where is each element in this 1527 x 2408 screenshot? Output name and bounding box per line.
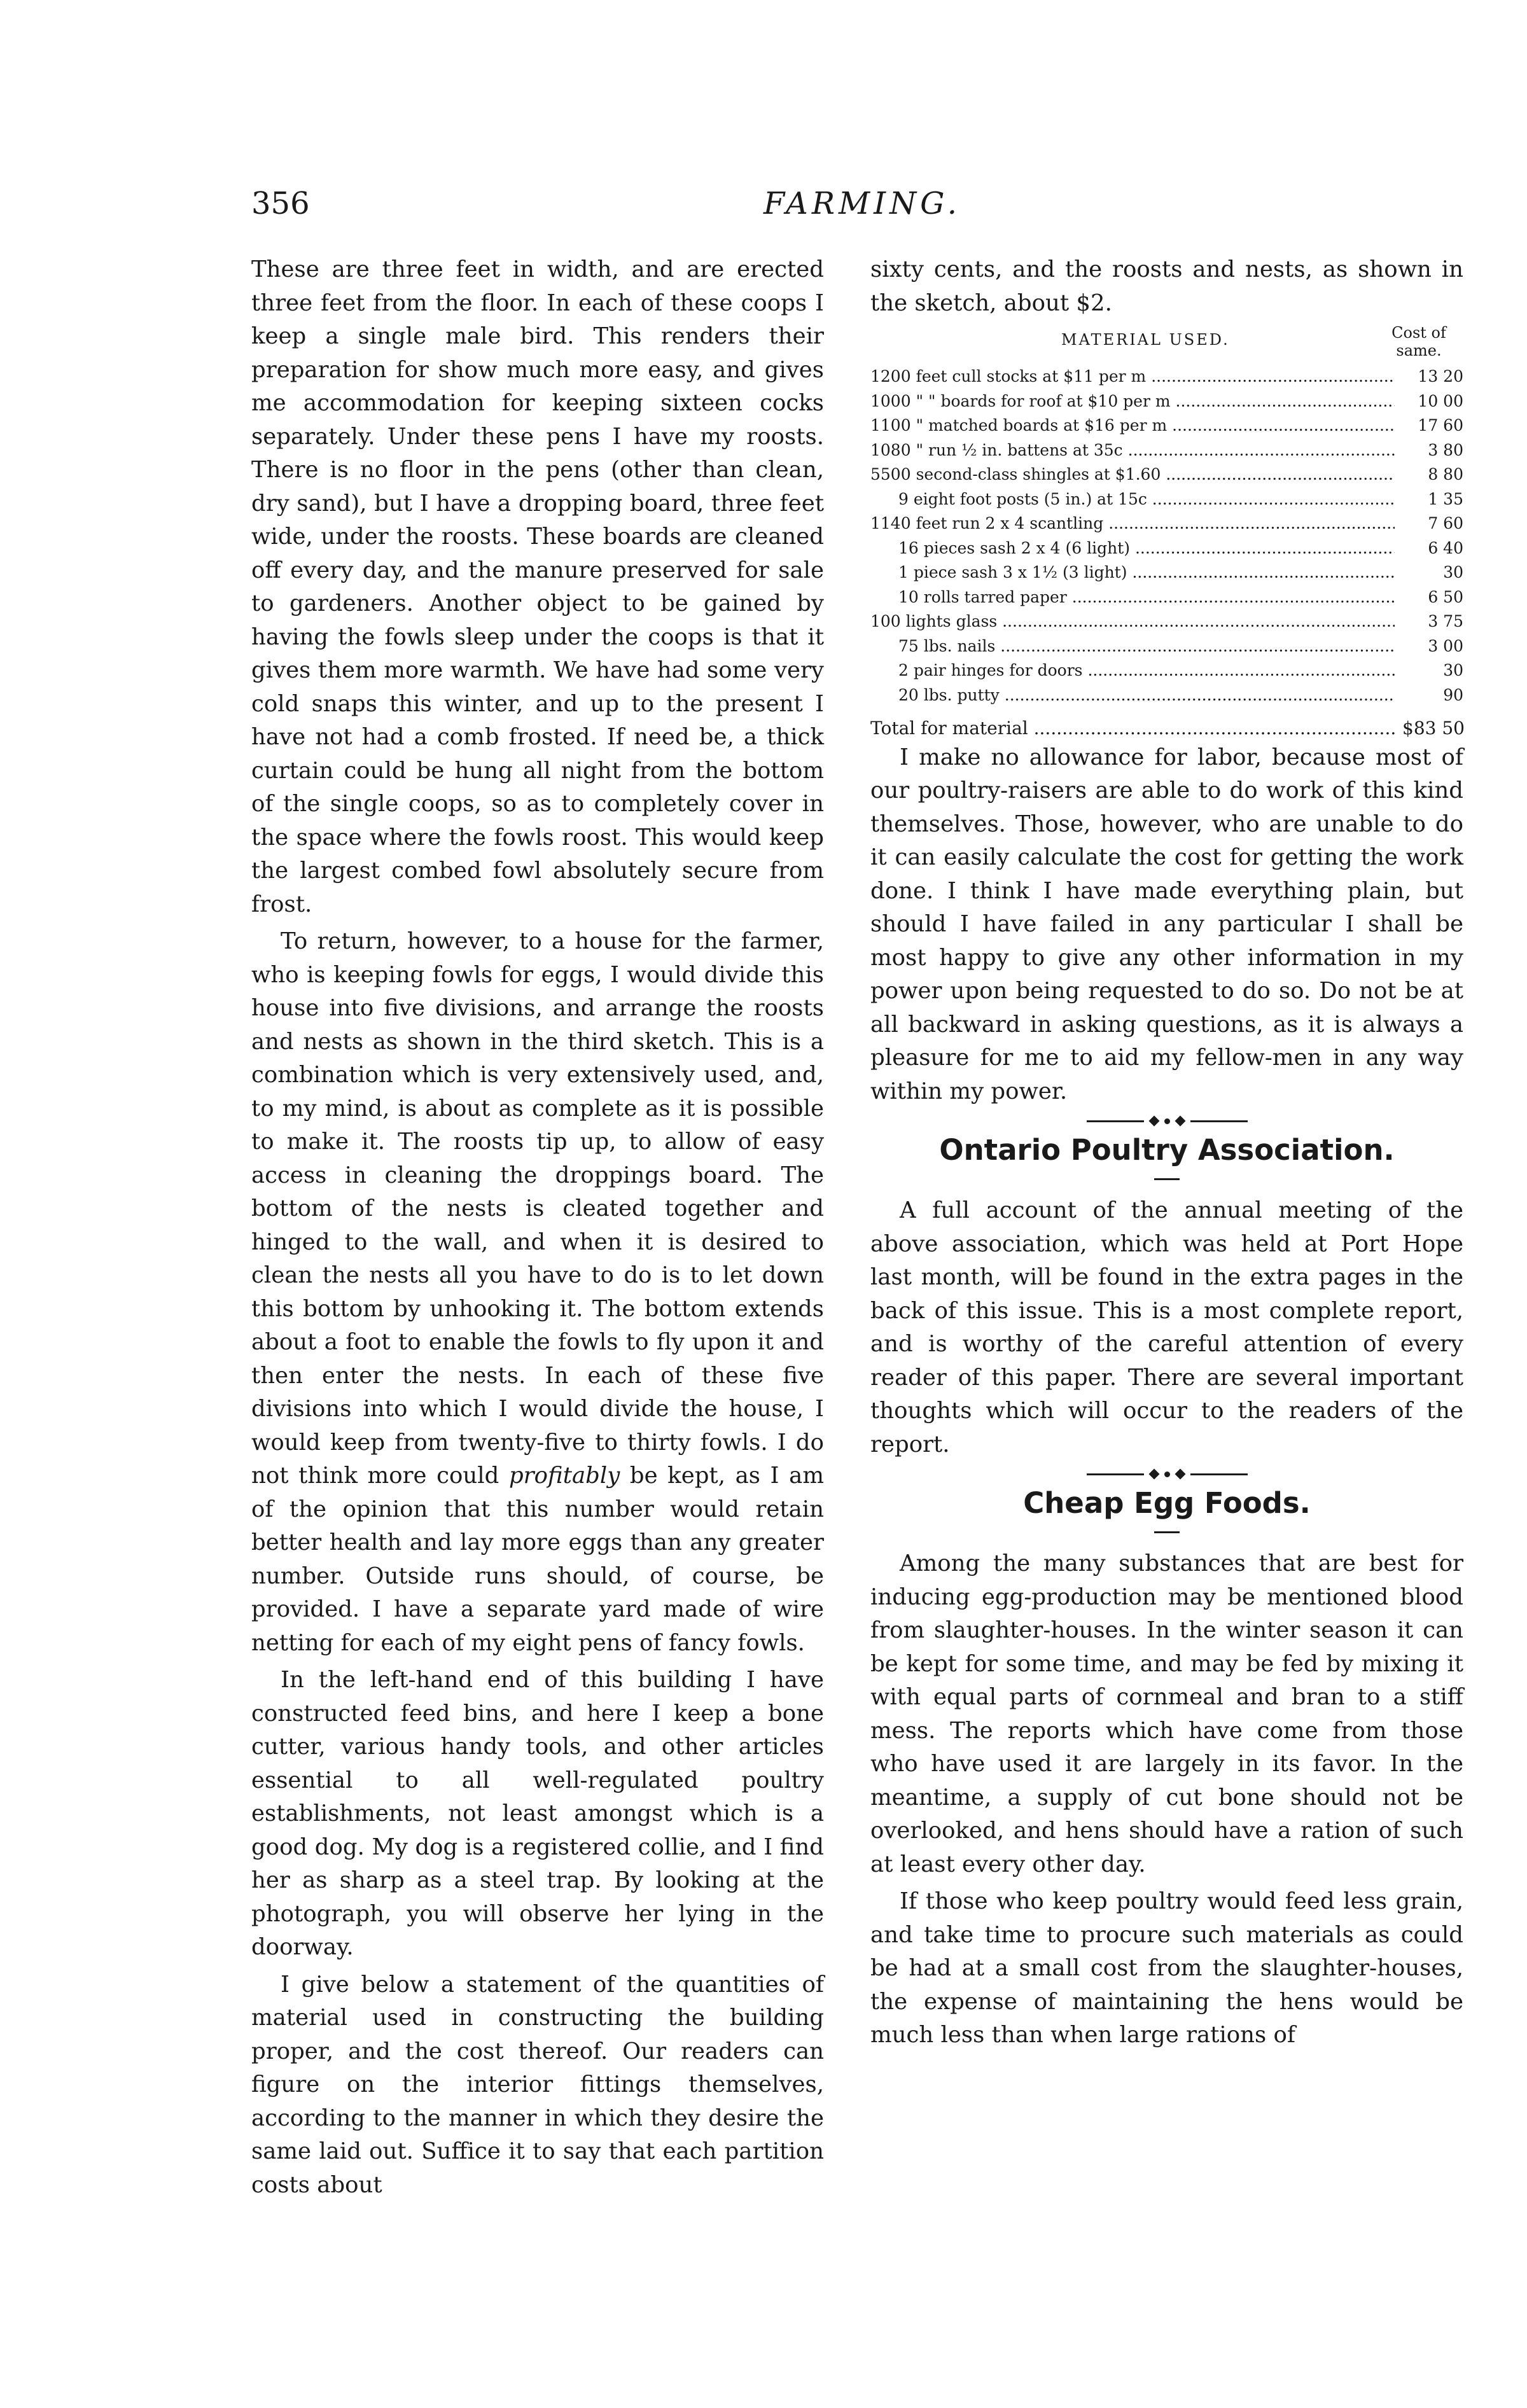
material-total-cost: $83 50 xyxy=(1402,718,1465,739)
material-item: 100 lights glass ..... xyxy=(870,609,1395,634)
material-row xyxy=(870,536,1463,561)
material-item: 1140 feet run 2 x 4 scantling ..... xyxy=(870,512,1395,536)
material-item: 75 lbs. nails ..... xyxy=(870,634,1395,659)
material-cost: 3 75 xyxy=(1428,612,1463,630)
material-item: 9 eight foot posts (5 in.) at 15c ..... xyxy=(870,487,1395,512)
paragraph: I give below a statement of the quantities of material used in constructing the building proper, and the cost thereof. Our readers can figure on the interior fittings themselves, according to the manner in which they desire the same laid out. Suffice it to say that each partition costs about xyxy=(251,1971,824,2198)
material-row xyxy=(870,634,1463,659)
material-item: 10 rolls tarred paper ..... xyxy=(870,585,1395,610)
material-cost: 8 80 xyxy=(1428,465,1463,484)
material-row xyxy=(870,609,1463,634)
material-cost: 10 00 xyxy=(1418,391,1463,410)
material-row xyxy=(870,560,1463,585)
material-row xyxy=(870,487,1463,512)
material-cost: 90 xyxy=(1443,685,1463,704)
material-total-label: Total for material ..... xyxy=(870,716,1395,741)
material-item: 1100 " matched boards at $16 per m ..... xyxy=(870,414,1395,438)
material-item: 16 pieces sash 2 x 4 (6 light) ..... xyxy=(870,536,1395,561)
right-column xyxy=(870,253,1463,2056)
material-cost: 7 60 xyxy=(1428,514,1463,532)
material-total-row xyxy=(870,716,1463,741)
section-title: Ontario Poultry Association. xyxy=(939,1133,1395,1167)
material-cost: 3 00 xyxy=(1428,636,1463,655)
material-cost: 3 80 xyxy=(1428,440,1463,459)
material-row xyxy=(870,389,1463,414)
material-cost: 17 60 xyxy=(1418,416,1463,435)
ornamental-divider xyxy=(870,1470,1463,1478)
material-header-label: MATERIAL USED. xyxy=(1061,331,1230,349)
ornamental-divider xyxy=(870,1117,1463,1125)
material-row xyxy=(870,585,1463,610)
material-cost: 30 xyxy=(1443,563,1463,581)
material-item: 1000 " " boards for roof at $10 per m ..... xyxy=(870,389,1395,414)
material-item: 1080 " run ½ in. battens at 35c ..... xyxy=(870,438,1395,463)
paragraph-text: be kept, as I am of the opinion that this number would retain better health and lay more eggs than any greater number. Outside runs should, of course, be provided. I have a separate yard made of wire netting for each of my eight pens of fancy fowls. xyxy=(251,1463,824,1656)
material-row xyxy=(870,414,1463,438)
paragraph: Among the many substances that are best for inducing egg-production may be mentioned blood from slaughter-houses. In the winter season it can be kept for some time, and may be fed by mixing it with equal parts of cornmeal and bran to a stiff mess. The reports which have come from those who have used it are largely in its favor. In the meantime, a supply of cut bone should not be overlooked, and hens should have a ration of such at least every other day. xyxy=(870,1550,1463,1877)
divider-diamond xyxy=(1148,1469,1159,1480)
paragraph: These are three feet in width, and are erected three feet from the floor. In each of these coops I keep a single male bird. This renders their preparation for show much more easy, and gives me accommodation for keeping sixteen cocks separately. Under these pens I have my roosts. There is no floor in the pens (other than clean, dry sand), but I have a dropping board, three feet wide, under the roosts. These boards are cleaned off every day, and the manure preserved for sale to gardeners. Another object to be gained by having the fowls sleep under the coops is that it gives them more warmth. We have had some very cold snaps this winter, and up to the present I have not had a comb frosted. If need be, a thick curtain could be hung all night from the bottom of the single coops, so as to completely cover in the space where the fowls roost. This would keep the largest combed fowl absolutely secure from frost. xyxy=(251,256,824,917)
section-title: Cheap Egg Foods. xyxy=(1023,1486,1311,1520)
material-item: 1 piece sash 3 x 1½ (3 light) ..... xyxy=(870,560,1395,585)
paragraph xyxy=(251,925,824,1660)
paragraph: If those who keep poultry would feed less grain, and take time to procure such materials as could be had at a small cost from the slaughter-houses, the expense of maintaining the hens would be much less than when large rations of xyxy=(870,1888,1463,2048)
material-cost: 30 xyxy=(1443,661,1463,679)
material-item: 20 lbs. putty ..... xyxy=(870,683,1395,708)
material-cost: 6 40 xyxy=(1428,538,1463,557)
divider-rule xyxy=(1190,1120,1248,1122)
left-column xyxy=(251,253,824,2206)
material-row xyxy=(870,683,1463,708)
material-cost: 13 20 xyxy=(1418,367,1463,386)
material-row xyxy=(870,438,1463,463)
material-item: 5500 second-class shingles at $1.60 ..... xyxy=(870,463,1395,487)
emphasis-text: profitably xyxy=(508,1463,620,1489)
material-cost: 1 35 xyxy=(1428,489,1463,508)
material-row xyxy=(870,463,1463,487)
cost-header-label: Cost of same. xyxy=(1391,324,1446,359)
divider-diamond xyxy=(1148,1116,1159,1127)
material-item: 2 pair hinges for doors ..... xyxy=(870,658,1395,683)
paragraph: A full account of the annual meeting of the above association, which was held at Port Hope last month, will be found in the extra pages in the back of this issue. This is a most complete report, and is worthy of the careful attention of every reader of this paper. There are several important thoughts which will occur to the readers of the report. xyxy=(870,1197,1463,1458)
divider-diamond xyxy=(1175,1469,1185,1480)
divider-diamond xyxy=(1175,1116,1185,1127)
title-rule xyxy=(1154,1531,1180,1533)
divider-rule xyxy=(1190,1473,1248,1475)
paragraph: sixty cents, and the roosts and nests, as shown in the sketch, about $2. xyxy=(870,256,1463,316)
material-table xyxy=(870,324,1463,741)
paragraph: In the left-hand end of this building I have constructed feed bins, and here I keep a bone cutter, various handy tools, and other articles essential to all well-regulated poultry establishments, not least amongst which is a good dog. My dog is a registered collie, and I find her as sharp as a steel trap. By looking at the photograph, you will observe her lying in the doorway. xyxy=(251,1667,824,1960)
divider-rule xyxy=(1087,1473,1144,1475)
divider-rule xyxy=(1087,1120,1144,1122)
material-table-header xyxy=(870,324,1463,359)
page-number: 356 xyxy=(251,186,310,221)
title-rule xyxy=(1154,1178,1180,1180)
material-row xyxy=(870,658,1463,683)
material-cost: 6 50 xyxy=(1428,587,1463,606)
paragraph-text: To return, however, to a house for the farmer, who is keeping fowls for eggs, I would divide this house into five divisions, and arrange the roosts and nests as shown in the third sketch. This is a combination which is very extensively used, and, to my mind, is about as complete as it is possible to make it. The roosts tip up, to allow of easy access in cleaning the droppings board. The bottom of the nests is cleated together and hinged to the wall, and when it is desired to clean the nests all you have to do is to let down this bottom by unhooking it. The bottom extends about a foot to enable the fowls to fly upon it and then enter the nests. In each of these five divisions into which I would divide the house, I would keep from twenty-five to thirty fowls. I do not think more could xyxy=(251,928,824,1489)
divider-dot xyxy=(1164,1118,1170,1124)
paragraph: I make no allowance for labor, because most of our poultry-raisers are able to do work of this kind themselves. Those, however, who are unable to do it can easily calculate the cost for getting the work done. I think I have made everything plain, but should I have failed in any particular I shall be most happy to give any other information in my power upon being requested to do so. Do not be at all backward in asking questions, as it is always a pleasure for me to aid my fellow-men in any way within my power. xyxy=(870,744,1463,1104)
running-head: FARMING. xyxy=(764,186,961,221)
divider-dot xyxy=(1164,1472,1170,1477)
material-row xyxy=(870,365,1463,389)
page-header xyxy=(251,186,1473,230)
material-row xyxy=(870,512,1463,536)
material-item: 1200 feet cull stocks at $11 per m ..... xyxy=(870,365,1395,389)
